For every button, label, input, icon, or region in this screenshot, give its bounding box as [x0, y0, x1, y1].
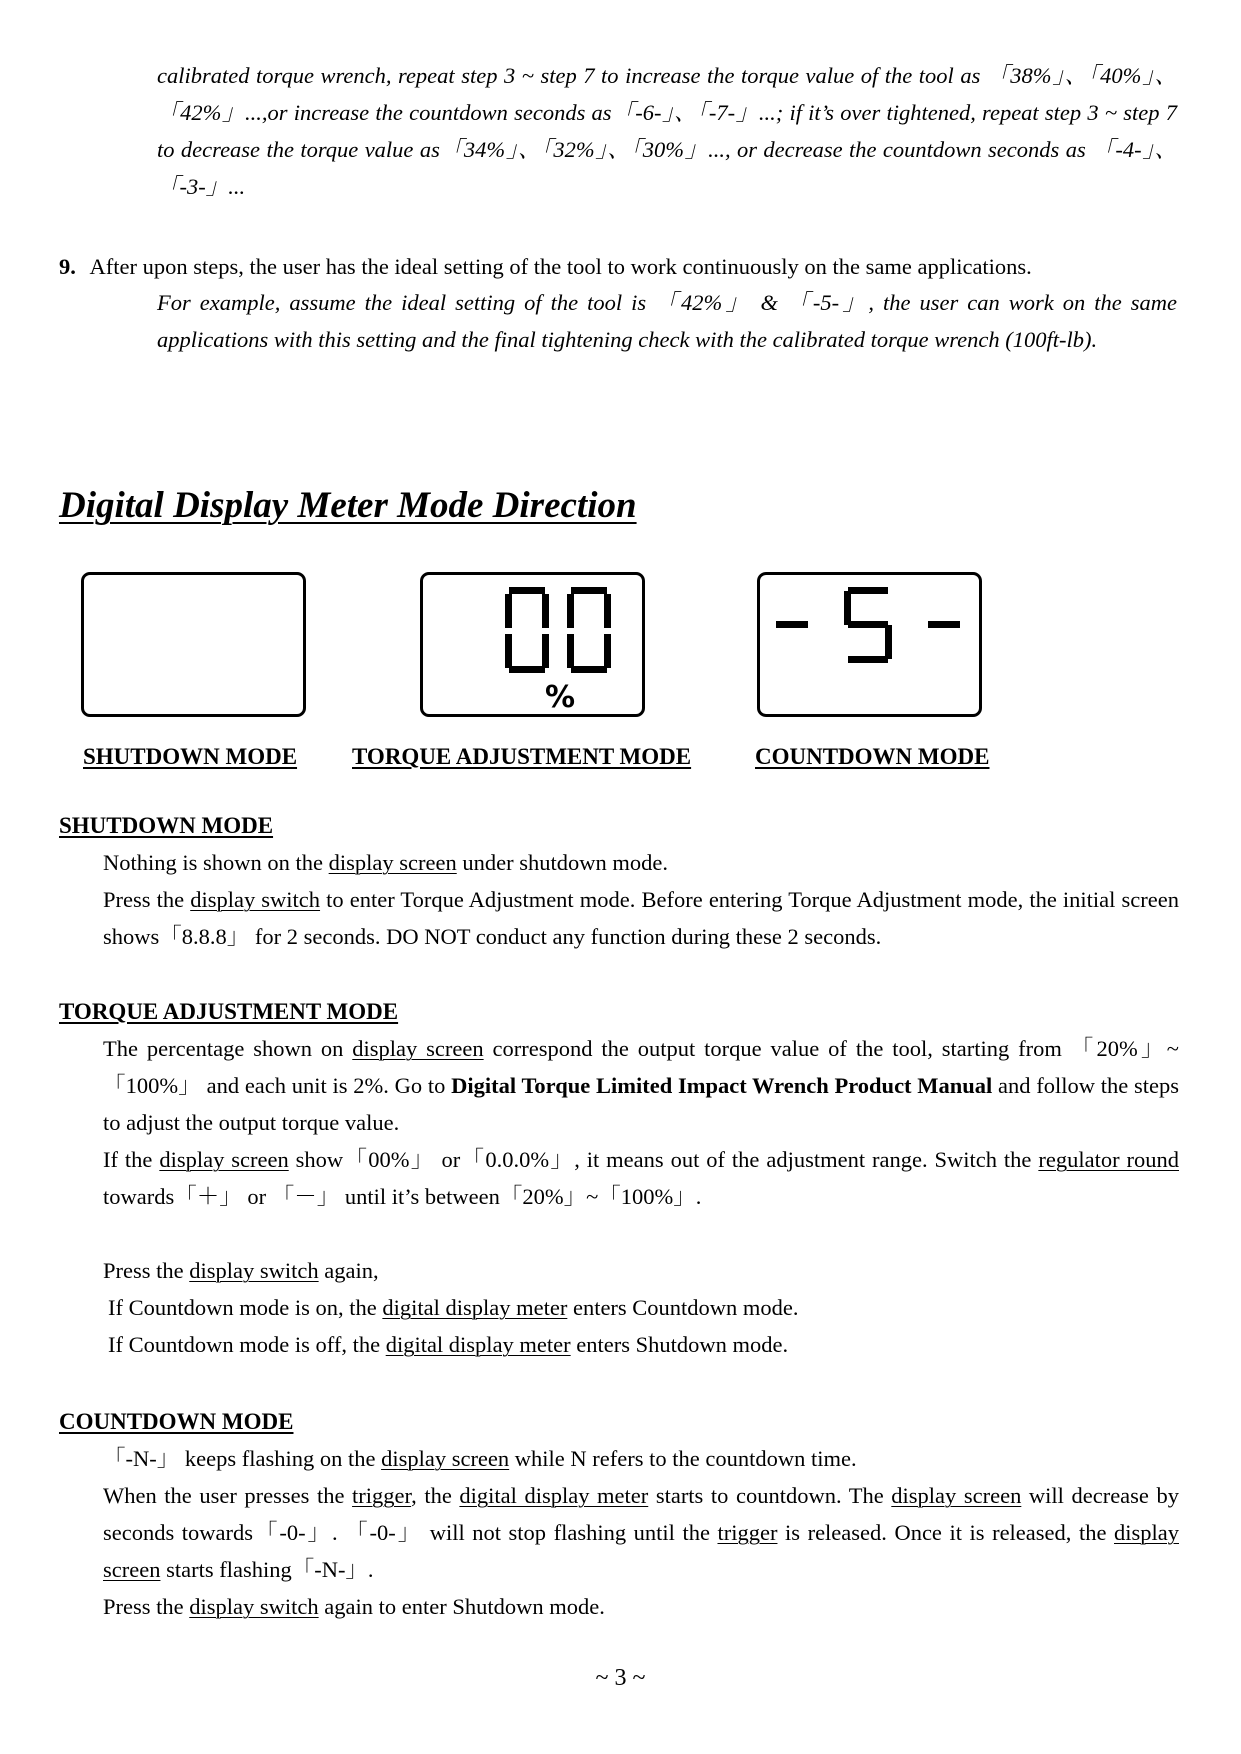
section-heading: Digital Display Meter Mode Direction — [59, 485, 637, 526]
percent-unit: % — [544, 680, 576, 714]
torque-para-5: If Countdown mode is off, the digital display meter enters Shutdown mode. — [108, 1332, 789, 1357]
torque-display-digits — [423, 575, 642, 714]
label-torque-mode: TORQUE ADJUSTMENT MODE — [352, 744, 692, 769]
label-shutdown-mode: SHUTDOWN MODE — [83, 744, 298, 769]
shutdown-body — [103, 844, 1179, 955]
countdown-para-2: When the user presses the trigger, the digital display meter starts to countdown. The display screen will decrease by seconds towards「-0-」. 「-0-」 will not stop flashing until the trigger is released. Once it is released, the display screen starts flashing「-N-」. — [103, 1483, 1179, 1582]
countdown-display-digits — [760, 575, 979, 714]
label-countdown-mode: COUNTDOWN MODE — [755, 744, 990, 769]
page-number: ~ 3 ~ — [595, 1665, 646, 1691]
countdown-title: COUNTDOWN MODE — [59, 1409, 294, 1434]
torque-para-3: Press the display switch again, — [103, 1258, 379, 1283]
step-text: After upon steps, the user has the ideal setting of the tool to work continuously on the same applications. — [89, 254, 1032, 279]
torque-body — [103, 1030, 1179, 1363]
shutdown-title: SHUTDOWN MODE — [59, 813, 274, 838]
intro-paragraph: calibrated torque wrench, repeat step 3 ~ step 7 to increase the torque value of the tool as 「38%」、「40%」、「42%」...,or increase the countdown seconds as「-6-」、「-7-」...; if it’s over tightened, repeat step 3 ~ step 7 to decrease the torque value as「34%」、「32%」、「30%」..., or decrease the countdown seconds as 「-4-」、「-3-」... — [157, 63, 1177, 199]
torque-para-2: If the display screen show「00%」 or「0.0.0%」, it means out of the adjustment range. Switch the regulator round towards「＋」 or 「－」 until it’s between「20%」~「100%」. — [103, 1147, 1179, 1209]
countdown-body — [103, 1440, 1179, 1625]
countdown-display — [757, 572, 982, 717]
torque-para-1: The percentage shown on display screen correspond the output torque value of the tool, starting from 「20%」~「100%」 and each unit is 2%. Go to Digital Torque Limited Impact Wrench Product Manual and follow the steps to adjust the output torque value. — [103, 1036, 1180, 1135]
torque-display — [420, 572, 645, 717]
countdown-para-3: Press the display switch again to enter Shutdown mode. — [103, 1594, 605, 1619]
step-9 — [59, 248, 1179, 285]
shutdown-line-1: Nothing is shown on the display screen under shutdown mode. — [103, 850, 668, 875]
shutdown-display — [81, 572, 306, 717]
shutdown-line-2: Press the display switch to enter Torque Adjustment mode. Before entering Torque Adjustment mode, the initial screen shows「8.8.8」 for 2 seconds. DO NOT conduct any function during these 2 seconds. — [103, 887, 1179, 949]
torque-title: TORQUE ADJUSTMENT MODE — [59, 999, 399, 1024]
step-9-example: For example, assume the ideal setting of the tool is 「42%」 & 「-5-」, the user can work on the same applications with this setting and the final tightening check with the calibrated torque wrench (100ft-lb). — [157, 290, 1177, 352]
torque-para-4: If Countdown mode is on, the digital display meter enters Countdown mode. — [108, 1295, 799, 1320]
step-number: 9. — [59, 254, 76, 279]
countdown-para-1: 「-N-」 keeps flashing on the display screen while N refers to the countdown time. — [103, 1446, 857, 1471]
